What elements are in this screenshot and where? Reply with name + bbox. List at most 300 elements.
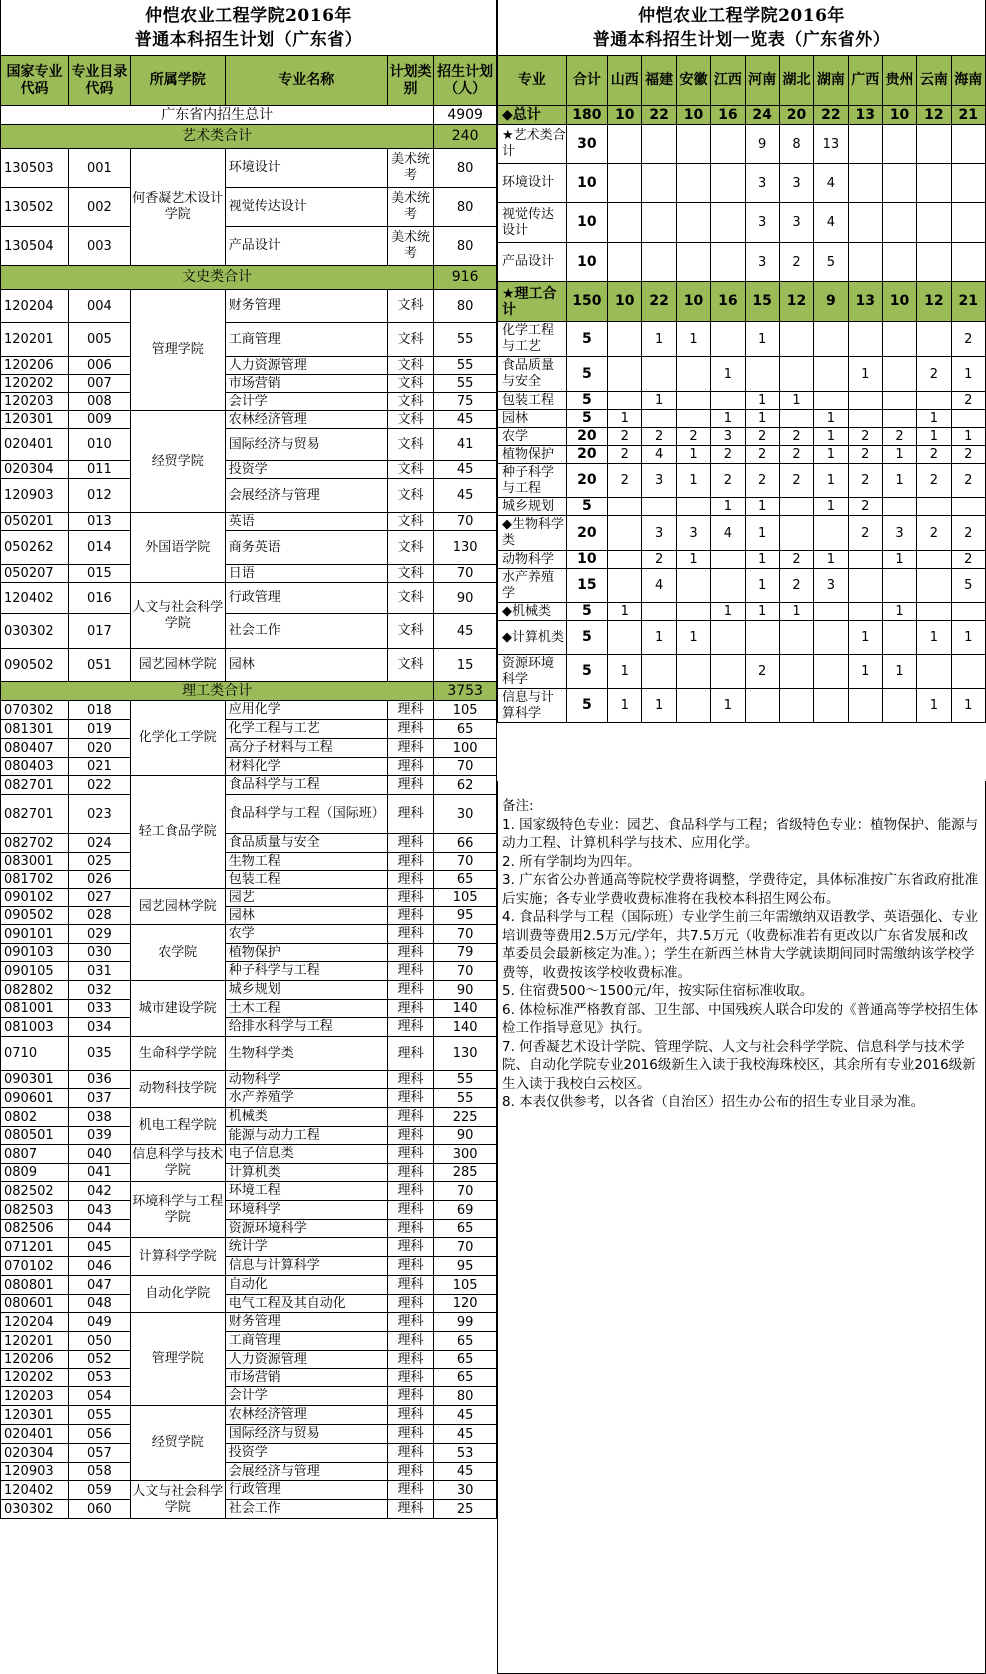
province-count-cell: 1	[608, 689, 642, 723]
plan-type-cell: 理科	[387, 1313, 433, 1332]
province-count-cell	[779, 498, 813, 516]
province-count-cell	[917, 164, 951, 203]
plan-type-cell: 文科	[387, 411, 433, 429]
note-item: 3. 广东省公办普通高等院校学费将调整，学费待定，具体标准按广东省政府批准后实施；各专业学费收费标准将在我校本科招生网公布。	[502, 872, 979, 907]
plan-type-cell: 理科	[387, 758, 433, 776]
row-sum-cell: 10	[566, 164, 607, 203]
province-count-cell	[917, 655, 951, 689]
directory-code-cell: 048	[69, 1295, 131, 1313]
plan-type-cell: 理科	[387, 1332, 433, 1351]
province-row	[498, 516, 986, 551]
province-row	[498, 603, 986, 621]
province-count-cell	[642, 498, 676, 516]
major-name-cell: 材料化学	[225, 758, 387, 776]
major-name-cell: 人力资源管理	[225, 357, 387, 375]
province-count-cell	[951, 410, 985, 428]
table-row	[1, 583, 497, 614]
col-header: 计划类别	[387, 56, 433, 106]
province-count-cell	[711, 621, 745, 655]
plan-type-cell: 文科	[387, 565, 433, 583]
plan-type-cell: 文科	[387, 531, 433, 565]
plan-type-cell: 理科	[387, 776, 433, 795]
province-count-cell	[608, 203, 642, 243]
school-cell: 计算科学学院	[130, 1238, 225, 1276]
national-code-cell: 081301	[1, 720, 69, 739]
province-col-header: 贵州	[882, 56, 916, 106]
major-name-cell: 农林经济管理	[225, 411, 387, 429]
national-code-cell: 120202	[1, 1369, 69, 1387]
guangdong-plan-panel	[0, 0, 497, 1519]
province-count-cell: 1	[882, 603, 916, 621]
table-row	[1, 323, 497, 357]
province-count-cell: 2	[745, 464, 779, 498]
province-count-cell: 2	[779, 464, 813, 498]
plan-count-cell: 300	[434, 1145, 497, 1164]
major-name-cell: 社会工作	[225, 1500, 387, 1519]
table-row	[1, 1000, 497, 1018]
table-row	[1, 375, 497, 393]
province-count-cell: 1	[848, 655, 882, 689]
major-name-cell: 动物科学	[225, 1071, 387, 1089]
national-code-cell: 080403	[1, 758, 69, 776]
directory-code-cell: 039	[69, 1127, 131, 1145]
province-count-cell	[711, 243, 745, 282]
table-row	[1, 227, 497, 266]
national-code-cell: 120206	[1, 1351, 69, 1369]
right-title-block	[497, 0, 986, 55]
province-count-cell	[882, 498, 916, 516]
province-total-label: 广东省内招生总计	[1, 106, 434, 125]
directory-code-cell: 011	[69, 461, 131, 479]
province-count-cell: 1	[745, 516, 779, 551]
table-row	[1, 1220, 497, 1238]
directory-code-cell: 035	[69, 1037, 131, 1071]
province-count-cell	[711, 322, 745, 357]
province-row-label: 信息与计算科学	[498, 689, 567, 723]
row-sum-cell: 15	[566, 569, 607, 603]
major-name-cell: 电子信息类	[225, 1145, 387, 1164]
province-count-cell: 1	[814, 498, 848, 516]
plan-count-cell: 225	[434, 1108, 497, 1127]
province-row	[498, 689, 986, 723]
table-row	[1, 1295, 497, 1313]
province-row	[498, 106, 986, 125]
directory-code-cell: 023	[69, 795, 131, 834]
plan-type-cell: 理科	[387, 1257, 433, 1276]
plan-count-cell: 95	[434, 907, 497, 925]
province-count-cell: 2	[951, 516, 985, 551]
plan-count-cell: 285	[434, 1164, 497, 1182]
province-count-cell: 4	[814, 203, 848, 243]
province-count-cell	[951, 603, 985, 621]
directory-code-cell: 054	[69, 1387, 131, 1406]
plan-count-cell: 80	[434, 227, 497, 266]
plan-count-cell: 70	[434, 962, 497, 981]
plan-type-cell: 理科	[387, 1108, 433, 1127]
province-count-cell: 3	[711, 428, 745, 446]
province-row	[498, 322, 986, 357]
directory-code-cell: 006	[69, 357, 131, 375]
province-count-cell: 1	[676, 551, 710, 569]
province-count-cell	[848, 569, 882, 603]
major-name-cell: 生物工程	[225, 853, 387, 871]
province-count-cell: 2	[848, 516, 882, 551]
row-sum-cell: 5	[566, 603, 607, 621]
province-count-cell	[642, 243, 676, 282]
plan-type-cell: 理科	[387, 795, 433, 834]
note-item: 8. 本表仅供参考，以各省（自治区）招生办公布的招生专业目录为准。	[502, 1094, 925, 1110]
table-row	[1, 461, 497, 479]
province-count-cell: 1	[676, 322, 710, 357]
province-count-cell	[848, 392, 882, 410]
province-count-cell: 1	[745, 603, 779, 621]
province-row-label: ★理工合计	[498, 282, 567, 322]
province-count-cell: 2	[779, 446, 813, 464]
major-name-cell: 城乡规划	[225, 981, 387, 1000]
table-row	[1, 1463, 497, 1481]
directory-code-cell: 056	[69, 1425, 131, 1444]
province-count-cell: 3	[745, 164, 779, 203]
province-row	[498, 410, 986, 428]
province-count-cell	[882, 322, 916, 357]
province-count-cell: 2	[882, 428, 916, 446]
national-code-cell: 080601	[1, 1295, 69, 1313]
province-row-label: ◆计算机类	[498, 621, 567, 655]
province-count-cell	[779, 621, 813, 655]
plan-count-cell: 55	[434, 1071, 497, 1089]
directory-code-cell: 015	[69, 565, 131, 583]
major-name-cell: 园林	[225, 907, 387, 925]
province-count-cell	[882, 164, 916, 203]
table-row	[1, 1406, 497, 1425]
province-count-cell: 4	[711, 516, 745, 551]
plan-count-cell: 75	[434, 393, 497, 411]
province-row	[498, 464, 986, 498]
directory-code-cell: 009	[69, 411, 131, 429]
province-count-cell: 1	[745, 498, 779, 516]
province-count-cell: 5	[951, 569, 985, 603]
section-total-row	[1, 266, 497, 290]
province-count-cell: 10	[882, 282, 916, 322]
major-name-cell: 投资学	[225, 461, 387, 479]
national-code-cell: 120201	[1, 1332, 69, 1351]
directory-code-cell: 020	[69, 739, 131, 758]
plan-count-cell: 55	[434, 375, 497, 393]
national-code-cell: 120402	[1, 583, 69, 614]
table-row	[1, 1257, 497, 1276]
school-cell: 化学化工学院	[130, 701, 225, 776]
school-cell: 机电工程学院	[130, 1108, 225, 1145]
province-row-label: 种子科学与工程	[498, 464, 567, 498]
section-total-value: 916	[434, 266, 497, 290]
plan-count-cell: 65	[434, 1332, 497, 1351]
province-count-cell: 1	[814, 464, 848, 498]
row-sum-cell: 20	[566, 516, 607, 551]
table-row	[1, 1238, 497, 1257]
table-row	[1, 1145, 497, 1164]
province-row-label: 资源环境科学	[498, 655, 567, 689]
notes-heading: 备注:	[502, 798, 534, 814]
province-count-cell: 2	[848, 464, 882, 498]
province-count-cell: 22	[642, 282, 676, 322]
plan-type-cell: 理科	[387, 1406, 433, 1425]
province-col-header: 江西	[711, 56, 745, 106]
major-name-cell: 食品科学与工程	[225, 776, 387, 795]
school-cell: 外国语学院	[130, 513, 225, 583]
province-count-cell: 3	[814, 569, 848, 603]
major-name-cell: 食品质量与安全	[225, 834, 387, 853]
province-count-cell	[779, 410, 813, 428]
national-code-cell: 0807	[1, 1145, 69, 1164]
directory-code-cell: 021	[69, 758, 131, 776]
province-row	[498, 621, 986, 655]
province-count-cell: 3	[882, 516, 916, 551]
col-header: 招生计划（人）	[434, 56, 497, 106]
province-count-cell: 21	[951, 282, 985, 322]
province-count-cell: 1	[745, 410, 779, 428]
directory-code-cell: 045	[69, 1238, 131, 1257]
plan-type-cell: 理科	[387, 1071, 433, 1089]
plan-count-cell: 70	[434, 758, 497, 776]
province-count-cell	[882, 410, 916, 428]
national-code-cell: 082503	[1, 1201, 69, 1220]
province-row	[498, 428, 986, 446]
province-count-cell: 15	[745, 282, 779, 322]
plan-count-cell: 70	[434, 853, 497, 871]
province-count-cell: 1	[917, 428, 951, 446]
table-row	[1, 720, 497, 739]
plan-type-cell: 文科	[387, 429, 433, 461]
plan-type-cell: 理科	[387, 1018, 433, 1037]
province-count-cell: 1	[814, 446, 848, 464]
row-sum-cell: 20	[566, 446, 607, 464]
province-count-cell: 1	[951, 621, 985, 655]
province-count-cell	[676, 392, 710, 410]
province-count-cell	[814, 357, 848, 392]
directory-code-cell: 010	[69, 429, 131, 461]
plan-type-cell: 理科	[387, 853, 433, 871]
province-row-label: ◆生物科学类	[498, 516, 567, 551]
province-count-cell	[676, 243, 710, 282]
table-row	[1, 962, 497, 981]
col-header: 国家专业代码	[1, 56, 69, 106]
province-count-cell	[814, 603, 848, 621]
province-count-cell: 2	[745, 428, 779, 446]
table-row	[1, 776, 497, 795]
province-col-header: 合计	[566, 56, 607, 106]
province-count-cell: 22	[814, 106, 848, 125]
plan-type-cell: 文科	[387, 479, 433, 513]
plan-type-cell: 美术统考	[387, 149, 433, 188]
national-code-cell: 120301	[1, 411, 69, 429]
province-count-cell: 2	[779, 428, 813, 446]
table-row	[1, 1369, 497, 1387]
province-count-cell: 1	[917, 689, 951, 723]
plan-count-cell: 45	[434, 1425, 497, 1444]
table-row	[1, 188, 497, 227]
section-total-row	[1, 125, 497, 149]
province-count-cell: 1	[882, 446, 916, 464]
row-sum-cell: 5	[566, 322, 607, 357]
province-count-cell: 4	[642, 446, 676, 464]
national-code-cell: 080801	[1, 1276, 69, 1295]
note-item: 6. 体检标准严格教育部、卫生部、中国残疾人联合印发的《普通高等学校招生体检工作指导意见》执行。	[502, 1001, 979, 1036]
directory-code-cell: 050	[69, 1332, 131, 1351]
major-name-cell: 财务管理	[225, 1313, 387, 1332]
table-row	[1, 907, 497, 925]
province-count-cell	[779, 655, 813, 689]
province-count-cell	[711, 392, 745, 410]
province-count-cell	[745, 689, 779, 723]
plan-count-cell: 80	[434, 1387, 497, 1406]
plan-type-cell: 理科	[387, 871, 433, 889]
province-count-cell: 1	[882, 551, 916, 569]
national-code-cell: 081702	[1, 871, 69, 889]
table-row	[1, 1018, 497, 1037]
school-cell: 何香凝艺术设计学院	[130, 149, 225, 266]
province-count-cell	[814, 621, 848, 655]
left-title-block	[0, 0, 497, 55]
province-count-cell	[642, 357, 676, 392]
plan-count-cell: 65	[434, 720, 497, 739]
plan-type-cell: 理科	[387, 1387, 433, 1406]
plan-count-cell: 105	[434, 701, 497, 720]
province-count-cell: 3	[779, 164, 813, 203]
directory-code-cell: 059	[69, 1481, 131, 1500]
table-row	[1, 1037, 497, 1071]
directory-code-cell: 040	[69, 1145, 131, 1164]
province-count-cell: 1	[917, 621, 951, 655]
national-code-cell: 0710	[1, 1037, 69, 1071]
row-sum-cell: 5	[566, 655, 607, 689]
national-code-cell: 090502	[1, 907, 69, 925]
row-sum-cell: 5	[566, 410, 607, 428]
province-row-label: 包装工程	[498, 392, 567, 410]
province-count-cell: 2	[745, 655, 779, 689]
province-row	[498, 125, 986, 164]
province-count-cell: 3	[642, 516, 676, 551]
province-count-cell: 1	[779, 603, 813, 621]
school-cell: 农学院	[130, 925, 225, 981]
major-name-cell: 化学工程与工艺	[225, 720, 387, 739]
school-cell: 动物科技学院	[130, 1071, 225, 1108]
plan-count-cell: 45	[434, 461, 497, 479]
province-count-cell: 2	[608, 464, 642, 498]
province-row	[498, 569, 986, 603]
province-count-cell: 9	[745, 125, 779, 164]
province-count-cell: 16	[711, 106, 745, 125]
plan-count-cell: 55	[434, 357, 497, 375]
province-count-cell	[848, 164, 882, 203]
right-title-line1: 仲恺农业工程学院2016年	[638, 6, 845, 26]
province-count-cell: 2	[917, 357, 951, 392]
table-row	[1, 944, 497, 962]
row-sum-cell: 150	[566, 282, 607, 322]
province-count-cell	[642, 125, 676, 164]
province-count-cell	[676, 125, 710, 164]
note-item: 5. 住宿费500～1500元/年，按实际住宿标准收取。	[502, 983, 814, 999]
province-count-cell	[745, 621, 779, 655]
national-code-cell: 0809	[1, 1164, 69, 1182]
plan-type-cell: 理科	[387, 1295, 433, 1313]
plan-count-cell: 55	[434, 1089, 497, 1108]
province-count-cell	[917, 203, 951, 243]
national-code-cell: 070102	[1, 1257, 69, 1276]
national-code-cell: 020304	[1, 1444, 69, 1463]
province-count-cell	[882, 357, 916, 392]
province-count-cell	[608, 357, 642, 392]
province-count-cell: 2	[779, 243, 813, 282]
province-count-cell	[917, 603, 951, 621]
province-row-label: 水产养殖学	[498, 569, 567, 603]
national-code-cell: 090601	[1, 1089, 69, 1108]
table-row	[1, 649, 497, 682]
province-row	[498, 164, 986, 203]
province-count-cell: 1	[608, 655, 642, 689]
note-item: 1. 国家级特色专业：园艺、食品科学与工程；省级特色专业：植物保护、能源与动力工程、计算机科学与技术、应用化学。	[502, 816, 979, 851]
province-count-cell	[848, 603, 882, 621]
plan-type-cell: 文科	[387, 323, 433, 357]
directory-code-cell: 055	[69, 1406, 131, 1425]
national-code-cell: 050207	[1, 565, 69, 583]
table-row	[1, 565, 497, 583]
province-count-cell	[814, 689, 848, 723]
province-row-label: 城乡规划	[498, 498, 567, 516]
province-count-cell: 10	[882, 106, 916, 125]
province-col-header: 湖南	[814, 56, 848, 106]
directory-code-cell: 017	[69, 614, 131, 649]
plan-count-cell: 90	[434, 583, 497, 614]
plan-count-cell: 65	[434, 1220, 497, 1238]
directory-code-cell: 003	[69, 227, 131, 266]
national-code-cell: 082506	[1, 1220, 69, 1238]
plan-type-cell: 理科	[387, 739, 433, 758]
province-count-cell: 1	[642, 392, 676, 410]
province-count-cell: 1	[642, 621, 676, 655]
province-count-cell: 1	[642, 689, 676, 723]
plan-count-cell: 80	[434, 149, 497, 188]
province-count-cell	[608, 498, 642, 516]
province-count-cell: 4	[814, 164, 848, 203]
province-count-cell	[711, 203, 745, 243]
row-sum-cell: 10	[566, 203, 607, 243]
major-name-cell: 给排水科学与工程	[225, 1018, 387, 1037]
province-row-label: 园林	[498, 410, 567, 428]
directory-code-cell: 014	[69, 531, 131, 565]
table-row	[1, 701, 497, 720]
major-name-cell: 信息与计算科学	[225, 1257, 387, 1276]
national-code-cell: 090105	[1, 962, 69, 981]
province-count-cell: 1	[745, 392, 779, 410]
province-count-cell	[608, 569, 642, 603]
national-code-cell: 030302	[1, 1500, 69, 1519]
plan-count-cell: 45	[434, 1406, 497, 1425]
province-count-cell: 2	[779, 569, 813, 603]
province-col-header: 专业	[498, 56, 567, 106]
plan-type-cell: 理科	[387, 1369, 433, 1387]
plan-count-cell: 30	[434, 795, 497, 834]
table-row	[1, 290, 497, 323]
major-name-cell: 水产养殖学	[225, 1089, 387, 1108]
province-col-header: 海南	[951, 56, 985, 106]
province-row	[498, 243, 986, 282]
province-count-cell: 1	[814, 428, 848, 446]
major-name-cell: 国际经济与贸易	[225, 1425, 387, 1444]
row-sum-cell: 10	[566, 551, 607, 569]
major-name-cell: 会计学	[225, 393, 387, 411]
major-name-cell: 高分子材料与工程	[225, 739, 387, 758]
province-count-cell	[814, 516, 848, 551]
